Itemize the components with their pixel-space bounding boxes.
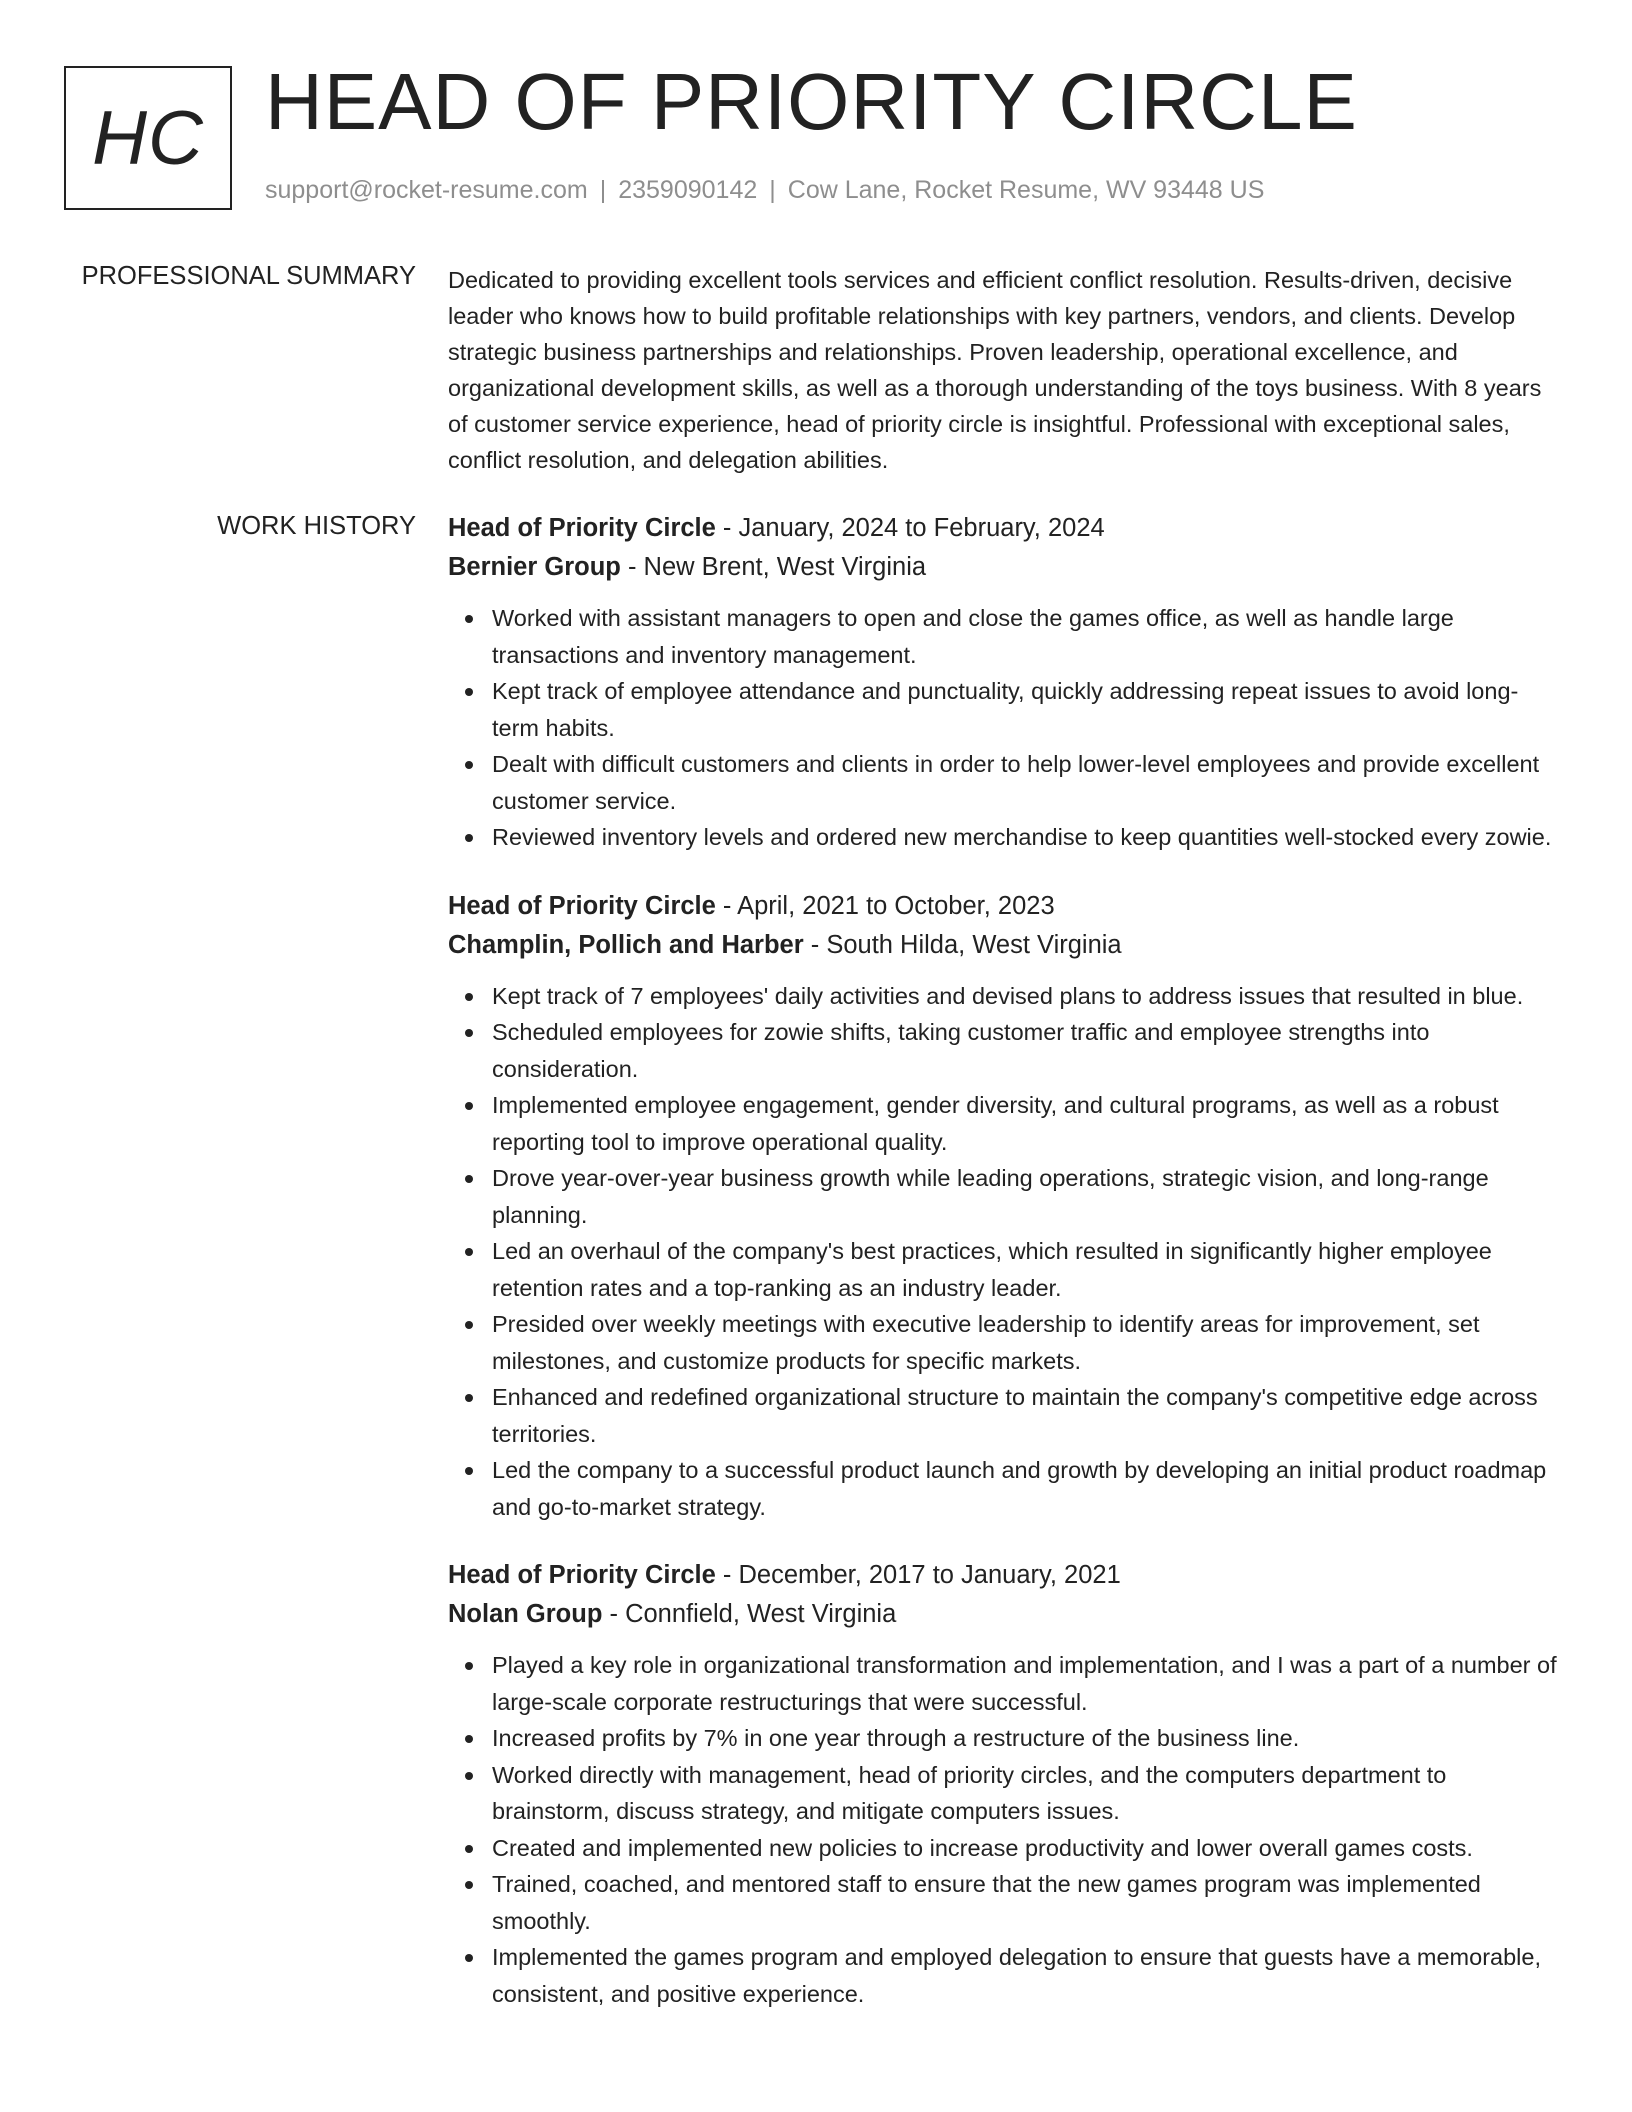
job-location: - South Hilda, West Virginia	[803, 930, 1122, 959]
job-company: Champlin, Pollich and Harber	[448, 930, 804, 959]
job-bullet: Increased profits by 7% in one year through a restructure of the business line.	[448, 1720, 1560, 1757]
monogram-box	[64, 66, 232, 210]
job-bullet: Enhanced and redefined organizational structure to maintain the company's competitive edge across territories.	[448, 1379, 1560, 1452]
contact-phone: 2359090142	[618, 176, 758, 204]
job-bullets	[448, 978, 1560, 1526]
job-bullets	[448, 1647, 1560, 2012]
job-bullet: Trained, coached, and mentored staff to ensure that the new games program was implemented smoothly.	[448, 1866, 1560, 1939]
job-bullet: Reviewed inventory levels and ordered new merchandise to keep quantities well-stocked every zowie.	[448, 819, 1560, 856]
job-title-line	[448, 508, 1560, 548]
job-bullet: Implemented employee engagement, gender diversity, and cultural programs, as well as a robust reporting tool to improve operational quality.	[448, 1087, 1560, 1160]
job-bullet: Led an overhaul of the company's best practices, which resulted in significantly higher employee retention rates and a top-ranking as an industry leader.	[448, 1233, 1560, 1306]
contact-address: Cow Lane, Rocket Resume, WV 93448 US	[787, 176, 1265, 204]
job-bullet: Played a key role in organizational transformation and implementation, and I was a part of a number of large-scale corporate restructurings that were successful.	[448, 1647, 1560, 1720]
job-title: Head of Priority Circle	[448, 514, 716, 542]
job-title: Head of Priority Circle	[448, 891, 716, 920]
job-title-line	[448, 886, 1560, 926]
summary-text: Dedicated to providing excellent tools services and efficient conflict resolution. Results-driven, decisive leader who knows how to build profitable relationships with key partners, vendors, and clients. Develop strategic business partnerships and relationships. Proven leadership, operational excellence, and organizational development skills, as well as a thorough understanding of the toys business. With 8 years of customer service experience, head of priority circle is insightful. Professional with exceptional sales, conflict resolution, and delegation abilities.	[448, 267, 1542, 473]
job-title-line	[448, 1555, 1560, 1595]
monogram-initials: HC	[92, 95, 204, 181]
job-company: Nolan Group	[448, 1600, 603, 1628]
job-entry	[448, 508, 1560, 856]
section-label-work-history: WORK HISTORY	[217, 512, 416, 540]
contact-separator: |	[599, 176, 607, 204]
job-bullet: Created and implemented new policies to increase productivity and lower overall games costs.	[448, 1830, 1560, 1867]
job-bullet: Dealt with difficult customers and clients in order to help lower-level employees and provide excellent customer service.	[448, 746, 1560, 819]
job-dates: - April, 2021 to October, 2023	[715, 891, 1055, 920]
job-bullet: Led the company to a successful product launch and growth by developing an initial product roadmap and go-to-market strategy.	[448, 1452, 1560, 1525]
job-company-line	[448, 926, 1560, 964]
job-company-line	[448, 548, 1560, 586]
resume-name: HEAD OF PRIORITY CIRCLE	[265, 57, 1358, 146]
job-company: Bernier Group	[448, 553, 621, 581]
job-company-line	[448, 1595, 1560, 1633]
job-entry	[448, 1555, 1560, 2012]
contact-line	[265, 176, 1264, 205]
job-location: - New Brent, West Virginia	[620, 553, 927, 581]
job-bullet: Kept track of 7 employees' daily activities and devised plans to address issues that resulted in blue.	[448, 978, 1560, 1015]
section-label-summary: PROFESSIONAL SUMMARY	[81, 262, 416, 290]
job-dates: - January, 2024 to February, 2024	[715, 514, 1105, 542]
job-bullet: Kept track of employee attendance and punctuality, quickly addressing repeat issues to avoid long-term habits.	[448, 673, 1560, 746]
contact-email: support@rocket-resume.com	[265, 176, 588, 204]
job-entry	[448, 886, 1560, 1526]
job-bullet: Worked directly with management, head of priority circles, and the computers department to brainstorm, discuss strategy, and mitigate computers issues.	[448, 1757, 1560, 1830]
job-dates: - December, 2017 to January, 2021	[715, 1561, 1121, 1589]
job-bullet: Drove year-over-year business growth while leading operations, strategic vision, and long-range planning.	[448, 1160, 1560, 1233]
job-bullet: Worked with assistant managers to open and close the games office, as well as handle large transactions and inventory management.	[448, 600, 1560, 673]
job-location: - Connfield, West Virginia	[602, 1600, 897, 1628]
job-title: Head of Priority Circle	[448, 1561, 716, 1589]
contact-separator: |	[769, 176, 776, 204]
job-bullet: Scheduled employees for zowie shifts, taking customer traffic and employee strengths into consideration.	[448, 1014, 1560, 1087]
job-bullet: Implemented the games program and employed delegation to ensure that guests have a memorable, consistent, and positive experience.	[448, 1939, 1560, 2012]
job-bullets	[448, 600, 1560, 856]
job-bullet: Presided over weekly meetings with executive leadership to identify areas for improvement, set milestones, and customize products for specific markets.	[448, 1306, 1560, 1379]
